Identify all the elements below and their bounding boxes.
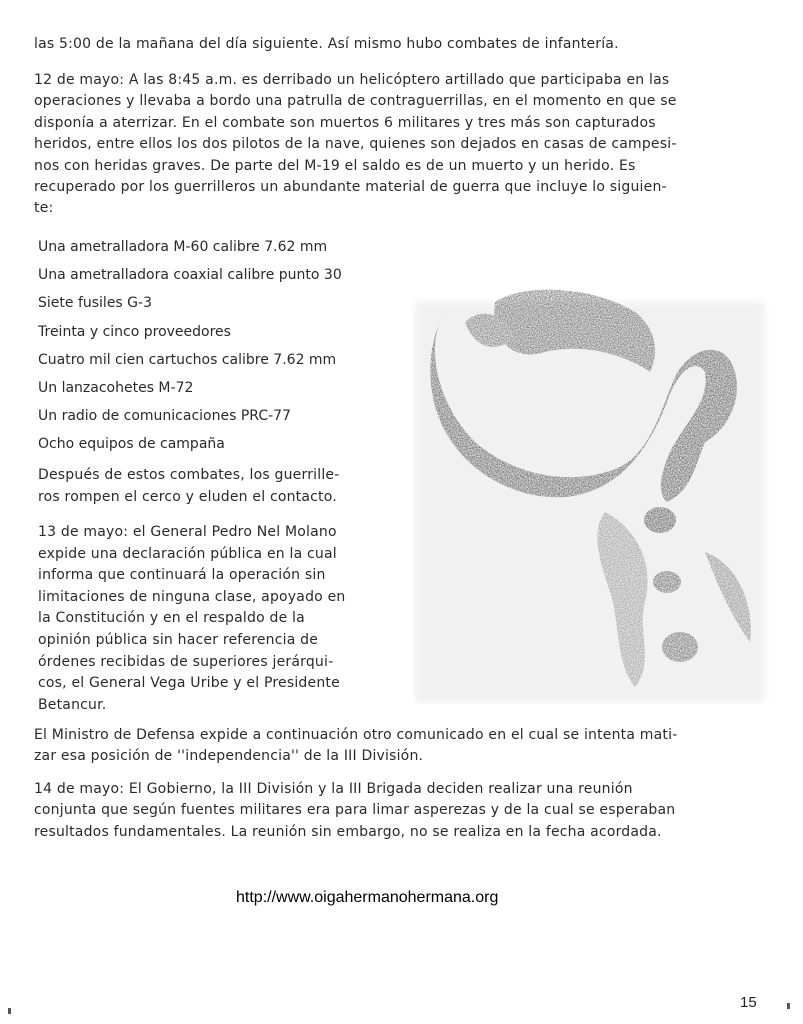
list-item: Una ametralladora coaxial calibre punto 30: [38, 267, 342, 284]
illustration-photo: [405, 262, 777, 704]
text-line: Después de estos combates, los guerrille-: [38, 467, 340, 483]
list-item: Un lanzacohetes M-72: [38, 379, 194, 396]
may-14-paragraph: [34, 779, 766, 843]
website-url: http://www.oigahermanohermana.org: [236, 889, 499, 906]
text-line: conjunta que según fuentes militares era para limar asperezas y de la cual se esperaban: [34, 802, 676, 819]
text-line: recuperado por los guerrilleros un abundante material de guerra que incluye lo siguien-: [34, 179, 667, 196]
list-item: Ocho equipos de campaña: [38, 436, 225, 453]
text-line: órdenes recibidas de superiores jerárqui-: [38, 653, 334, 670]
scan-mark: [787, 1003, 790, 1009]
text-line: ros rompen el cerco y eluden el contacto.: [38, 488, 337, 505]
text-line: las 5:00 de la mañana del día siguiente. Así mismo hubo combates de infantería.: [34, 36, 619, 52]
list-item: Cuatro mil cien cartuchos calibre 7.62 mm: [38, 351, 337, 368]
text-line: heridos, entre ellos los dos pilotos de la nave, quienes son dejados en casas de campesi-: [34, 136, 677, 153]
text-line: Betancur.: [38, 696, 107, 713]
text-line: cos, el General Vega Uribe y el Presidente: [38, 675, 340, 692]
list-item: Siete fusiles G-3: [38, 295, 152, 312]
list-item: Treinta y cinco proveedores: [38, 323, 231, 340]
text-line: te:: [34, 200, 54, 217]
page-number: 15: [740, 994, 757, 1011]
text-line: la Constitución y en el respaldo de la: [38, 610, 305, 627]
text-line: opinión pública sin hacer referencia de: [38, 631, 319, 648]
may-12-paragraph: [34, 70, 766, 220]
may-13-paragraph: [38, 522, 398, 716]
text-line: 13 de mayo: el General Pedro Nel Molano: [38, 524, 337, 540]
text-line: 12 de mayo: A las 8:45 a.m. es derribado un helicóptero artillado que participaba en las: [34, 72, 670, 88]
text-line: disponía a aterrizar. En el combate son muertos 6 militares y tres más son capturados: [34, 114, 656, 131]
ministro-paragraph: [34, 725, 766, 768]
text-line: zar esa posición de ''independencia'' de la III División.: [34, 748, 424, 765]
text-line: resultados fundamentales. La reunión sin embargo, no se realiza en la fecha acordada.: [34, 823, 662, 840]
list-item: Un radio de comunicaciones PRC-77: [38, 408, 291, 425]
top-paragraph: [34, 34, 766, 55]
text-line: expide una declaración pública en la cual: [38, 545, 337, 562]
scan-mark: [8, 1008, 11, 1014]
text-line: 14 de mayo: El Gobierno, la III División y la III Brigada deciden realizar una reunión: [34, 781, 633, 797]
despues-paragraph: [38, 465, 398, 508]
text-line: informa que continuará la operación sin: [38, 567, 326, 584]
text-line: limitaciones de ninguna clase, apoyado en: [38, 588, 346, 605]
text-line: nos con heridas graves. De parte del M-19 el saldo es de un muerto y un herido. Es: [34, 157, 636, 174]
text-line: operaciones y llevaba a bordo una patrulla de contraguerrillas, en el momento en que se: [34, 93, 677, 110]
text-line: El Ministro de Defensa expide a continuación otro comunicado en el cual se intenta mati-: [34, 727, 678, 743]
list-item: Una ametralladora M-60 calibre 7.62 mm: [38, 239, 328, 255]
materiel-list: [38, 237, 418, 463]
